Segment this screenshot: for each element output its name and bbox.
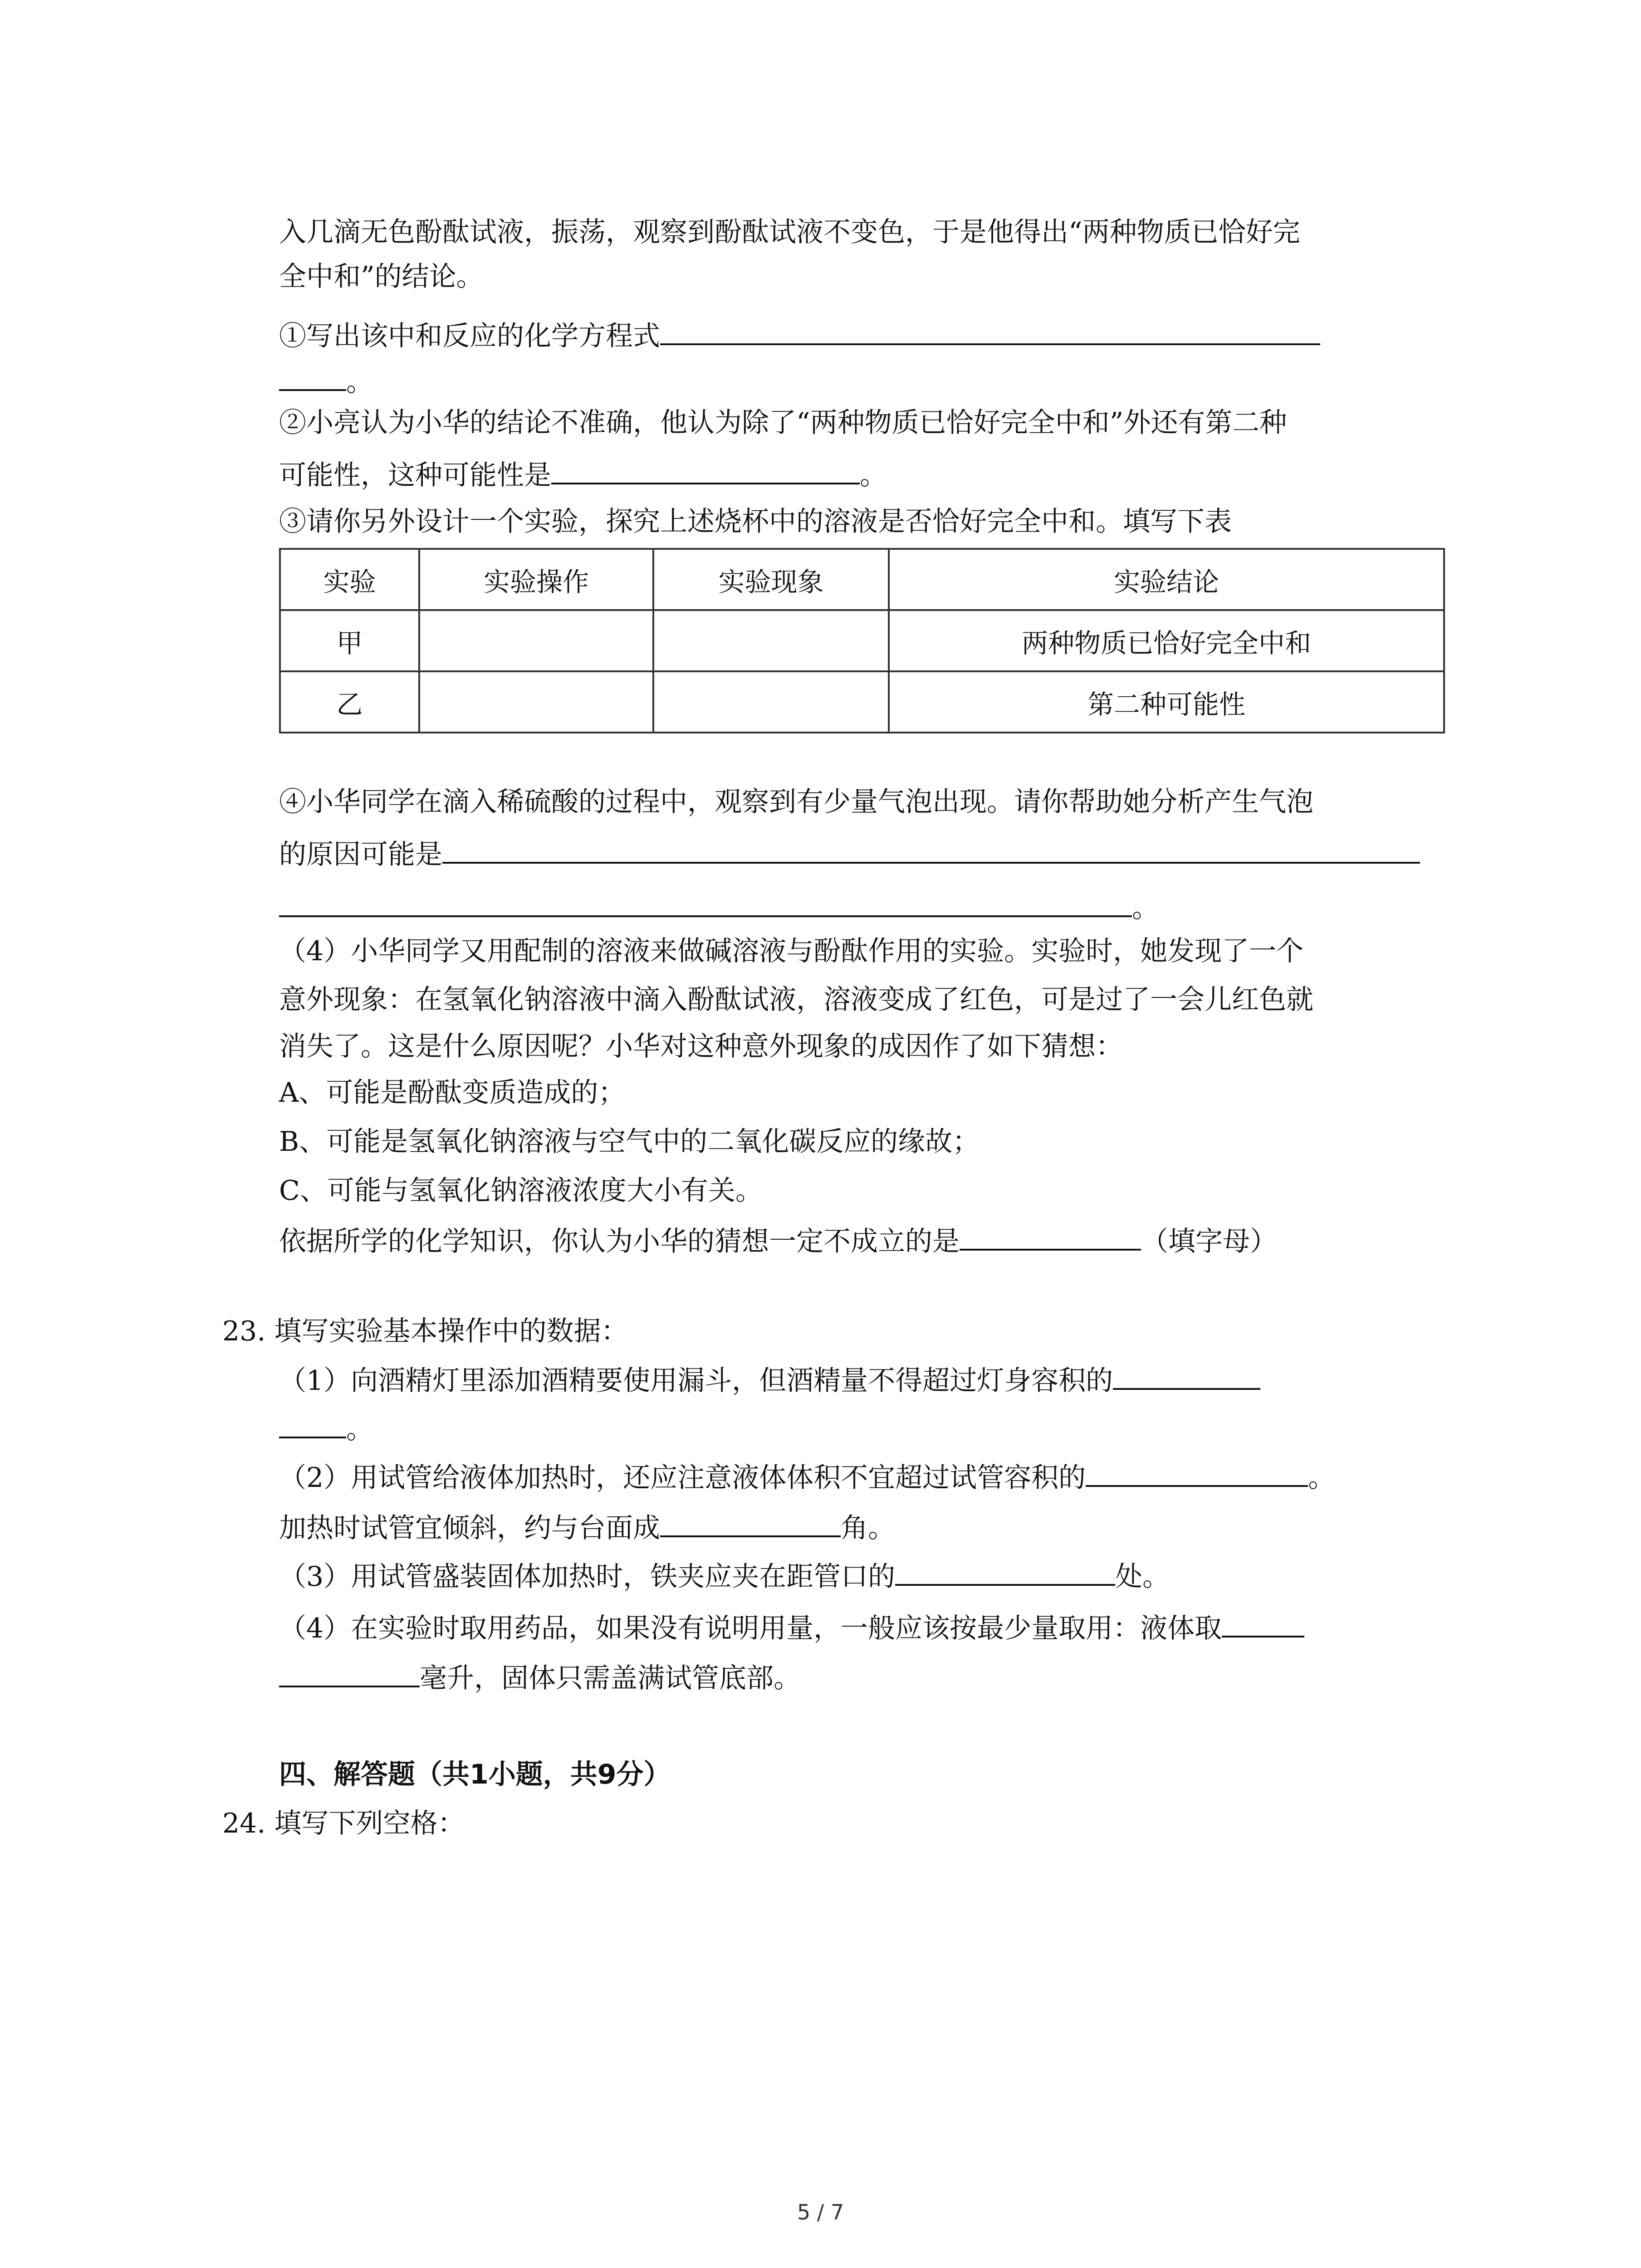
q23-part1-cont (279, 1409, 373, 1448)
liquid-volume-blank[interactable] (1086, 1458, 1308, 1487)
q22-sub2-text: 可能性，这种可能性是 (279, 459, 551, 491)
period: 。 (346, 1413, 373, 1445)
header-cell: 实验结论 (889, 549, 1444, 610)
guess-c: C、可能与氢氧化钠溶液浓度大小有关。 (279, 1175, 763, 1207)
q22-part4-line3: 消失了。这是什么原因呢？小华对这种意外现象的成因作了如下猜想： (279, 1031, 1123, 1062)
table-cell: 甲 (280, 610, 419, 671)
q22-sub3: ③请你另外设计一个实验，探究上述烧杯中的溶液是否恰好完全中和。填写下表 (279, 506, 1232, 538)
liquid-amount-blank[interactable] (1222, 1608, 1304, 1637)
table-cell-input[interactable] (419, 671, 653, 733)
possibility-blank[interactable] (551, 455, 860, 484)
table-cell: 两种物质已恰好完全中和 (889, 610, 1444, 671)
period: 。 (860, 459, 887, 491)
header-cell: 实验现象 (653, 549, 889, 610)
q23-part4 (279, 1608, 1304, 1647)
q22-sub4-text: 的原因可能是 (279, 839, 442, 870)
q22-sub1 (279, 316, 1320, 355)
guess-a: A、可能是酚酞变质造成的； (279, 1077, 626, 1109)
table-row (280, 671, 1444, 733)
q23-part4-cont (279, 1658, 801, 1697)
q22-conclusion (279, 1222, 1277, 1261)
header-cell: 实验操作 (419, 549, 653, 610)
q23-part3 (279, 1557, 1170, 1596)
q23-part4-text-cont: 毫升，固体只需盖满试管底部。 (420, 1662, 801, 1694)
q22-text-line2: 全中和”的结论。 (279, 261, 484, 293)
q22-sub2-line1: ②小亮认为小华的结论不准确，他认为除了“两种物质已恰好完全中和”外还有第二种 (279, 407, 1287, 439)
q24-title: 24. 填写下列空格： (222, 1808, 465, 1839)
equation-blank[interactable] (660, 316, 1320, 345)
q23-part2-angle (279, 1508, 895, 1547)
q22-text-line1: 入几滴无色酚酞试液，振荡，观察到酚酞试液不变色，于是他得出“两种物质已恰好完 (279, 216, 1300, 248)
q22-sub4-line1: ④小华同学在滴入稀硫酸的过程中，观察到有少量气泡出现。请你帮助她分析产生气泡 (279, 786, 1313, 818)
bubble-reason-blank[interactable] (442, 835, 1420, 864)
page-number: 5 / 7 (797, 2200, 844, 2224)
table-header-row (280, 549, 1444, 610)
q22-sub4-line2 (279, 835, 1420, 874)
table-cell-input[interactable] (653, 671, 889, 733)
q23-part1 (279, 1361, 1260, 1400)
table-cell: 乙 (280, 671, 419, 733)
experiment-table (279, 548, 1445, 733)
table-cell-input[interactable] (653, 610, 889, 671)
q22-sub1-text: ①写出该中和反应的化学方程式 (279, 320, 660, 352)
fill-letter-note: （填字母） (1141, 1226, 1277, 1257)
q23-angle-text: 加热时试管宜倾斜，约与台面成 (279, 1512, 660, 1544)
letter-blank[interactable] (960, 1222, 1141, 1251)
equation-blank-cont[interactable] (279, 362, 346, 391)
header-cell: 实验 (280, 549, 419, 610)
angle-suffix: 角。 (841, 1512, 895, 1544)
bubble-reason-blank-cont[interactable] (279, 888, 1132, 917)
table-cell-input[interactable] (419, 610, 653, 671)
period: 。 (1132, 892, 1159, 924)
q22-sub1-cont (279, 362, 373, 401)
table-row (280, 610, 1444, 671)
q22-part4-line2: 意外现象：在氢氧化钠溶液中滴入酚酞试液，溶液变成了红色，可是过了一会儿红色就 (279, 984, 1313, 1016)
q22-sub2-line2 (279, 455, 887, 494)
q23-part3-text: （3）用试管盛装固体加热时，铁夹应夹在距管口的 (279, 1561, 896, 1593)
q23-part1-text: （1）向酒精灯里添加酒精要使用漏斗，但酒精量不得超过灯身容积的 (279, 1365, 1113, 1397)
section-heading: 四、解答题（共1小题，共9分） (279, 1759, 671, 1790)
q23-part2-text: （2）用试管给液体加热时，还应注意液体体积不宜超过试管容积的 (279, 1462, 1086, 1494)
position-suffix: 处。 (1115, 1561, 1170, 1593)
q22-conclusion-text: 依据所学的化学知识，你认为小华的猜想一定不成立的是 (279, 1226, 960, 1257)
guess-b: B、可能是氢氧化钠溶液与空气中的二氧化碳反应的缘故； (279, 1126, 980, 1158)
angle-blank[interactable] (660, 1508, 841, 1537)
period: 。 (1308, 1462, 1336, 1494)
period: 。 (346, 366, 373, 398)
alcohol-volume-blank-cont[interactable] (279, 1409, 346, 1438)
q22-sub4-cont (279, 888, 1159, 927)
table-cell: 第二种可能性 (889, 671, 1444, 733)
liquid-amount-blank-cont[interactable] (279, 1658, 420, 1687)
q23-part2 (279, 1458, 1335, 1497)
q22-part4-line1: （4）小华同学又用配制的溶液来做碱溶液与酚酞作用的实验。实验时，她发现了一个 (279, 935, 1304, 967)
alcohol-volume-blank[interactable] (1113, 1361, 1260, 1390)
clamp-position-blank[interactable] (895, 1557, 1115, 1586)
q23-part4-text: （4）在实验时取用药品，如果没有说明用量，一般应该按最少量取用：液体取 (279, 1613, 1222, 1644)
q23-title: 23. 填写实验基本操作中的数据： (222, 1315, 628, 1347)
